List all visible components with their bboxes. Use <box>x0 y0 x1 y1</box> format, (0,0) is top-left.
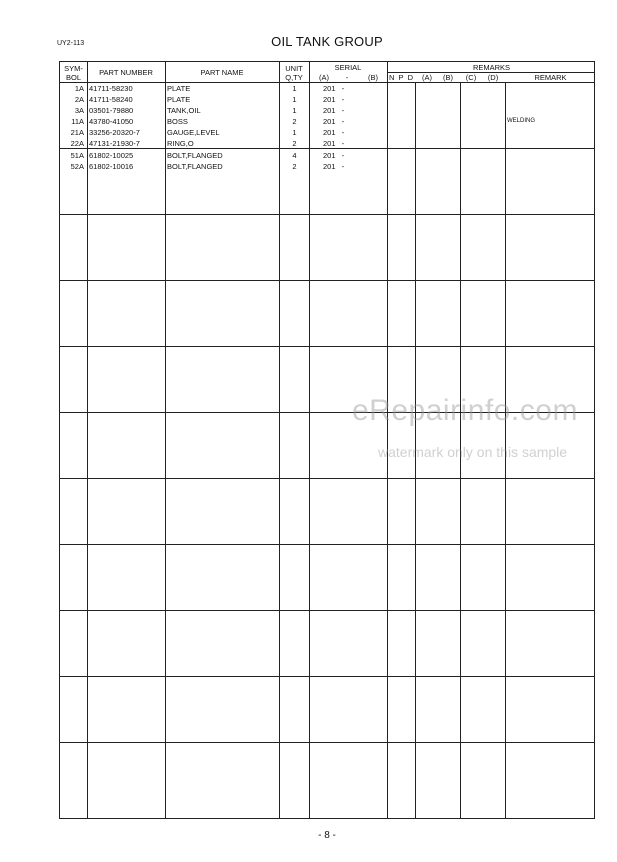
parts-table <box>59 61 595 819</box>
row-part-name: PLATE <box>167 95 191 104</box>
col-divider <box>165 62 166 818</box>
table-row <box>60 105 594 116</box>
row-remark: WELDING <box>507 118 536 124</box>
row-divider <box>60 214 594 215</box>
header-remarks-d: (D) <box>487 73 499 82</box>
row-serial: 201 - <box>323 84 345 93</box>
row-qty: 1 <box>292 95 297 104</box>
header-remarks-c: (C) <box>465 73 477 82</box>
row-serial: 201 - <box>323 162 345 171</box>
watermark-text: eRepairinfo.com <box>352 394 578 427</box>
header-remarks-a: (A) <box>422 73 432 82</box>
col-divider <box>387 62 388 818</box>
row-part-name: BOLT,FLANGED <box>167 151 223 160</box>
col-divider <box>309 62 310 818</box>
row-qty: 1 <box>292 128 297 137</box>
row-part-name: RING,O <box>167 139 194 148</box>
page-number: - 8 - <box>318 830 336 841</box>
row-symbol: 52A <box>70 162 84 171</box>
row-part-number: 61802-10016 <box>89 162 134 171</box>
row-part-name: BOLT,FLANGED <box>167 162 223 171</box>
watermark-subtext: watermark only on this sample <box>378 444 568 460</box>
table-row <box>60 116 594 127</box>
row-divider <box>60 280 594 281</box>
row-part-name: PLATE <box>167 84 191 93</box>
header-serial: SERIAL <box>334 63 362 72</box>
row-qty: 1 <box>292 106 297 115</box>
row-serial: 201 - <box>323 106 345 115</box>
row-qty: 2 <box>292 162 297 171</box>
row-part-number: 47131-21930-7 <box>89 139 140 148</box>
row-part-number: 61802-10025 <box>89 151 134 160</box>
row-part-number: 03501-79880 <box>89 106 134 115</box>
table-row <box>60 150 594 161</box>
header-npd: N P D <box>388 73 414 82</box>
row-symbol: 21A <box>70 128 84 137</box>
row-serial: 201 - <box>323 95 345 104</box>
row-serial: 201 - <box>323 139 345 148</box>
col-divider <box>279 62 280 818</box>
row-qty: 2 <box>292 117 297 126</box>
row-symbol: 2A <box>74 95 84 104</box>
row-qty: 2 <box>292 139 297 148</box>
row-part-number: 41711-58240 <box>89 95 133 104</box>
row-symbol: 11A <box>71 117 84 126</box>
row-divider <box>60 610 594 611</box>
row-qty: 4 <box>292 151 297 160</box>
header-serial-a: (A) <box>319 73 329 82</box>
header-serial-b: (B) <box>368 73 378 82</box>
row-part-name: BOSS <box>167 117 188 126</box>
header-symbol <box>60 64 87 82</box>
row-symbol: 51A <box>70 151 84 160</box>
row-divider <box>60 478 594 479</box>
row-divider <box>60 742 594 743</box>
row-serial: 201 - <box>323 151 345 160</box>
row-symbol: 3A <box>74 106 84 115</box>
header-remarks: REMARKS <box>472 63 511 72</box>
col-divider <box>87 62 88 818</box>
header-serial-dash: - <box>345 73 349 82</box>
table-row <box>60 94 594 105</box>
row-qty: 1 <box>292 84 297 93</box>
header-symbol-line1: SYM- <box>64 64 83 73</box>
header-part-number: PART NUMBER <box>99 68 153 77</box>
header-part-name: PART NAME <box>200 68 244 77</box>
row-part-number: 41711-58230 <box>89 84 133 93</box>
page-title: OIL TANK GROUP <box>271 34 383 49</box>
table-row <box>60 138 594 149</box>
row-symbol: 22A <box>70 139 84 148</box>
row-part-number: 43780-41050 <box>89 117 134 126</box>
row-part-name: TANK,OIL <box>167 106 201 115</box>
table-row <box>60 161 594 172</box>
row-divider <box>60 346 594 347</box>
row-divider <box>60 676 594 677</box>
header-unit-line2: Q,TY <box>285 73 303 82</box>
header-unit-qty <box>279 64 309 82</box>
row-part-number: 33256-20320-7 <box>89 128 140 137</box>
header-remark: REMARK <box>534 73 567 82</box>
row-part-name: GAUGE,LEVEL <box>167 128 220 137</box>
header-unit-line1: UNIT <box>285 64 303 73</box>
row-divider <box>60 544 594 545</box>
row-serial: 201 - <box>323 128 345 137</box>
document-code: UY2-113 <box>57 40 85 47</box>
row-serial: 201 - <box>323 117 345 126</box>
table-row <box>60 83 594 94</box>
header-remarks-b: (B) <box>443 73 453 82</box>
header-symbol-line2: BOL <box>65 73 81 82</box>
table-row <box>60 127 594 138</box>
row-symbol: 1A <box>74 84 84 93</box>
